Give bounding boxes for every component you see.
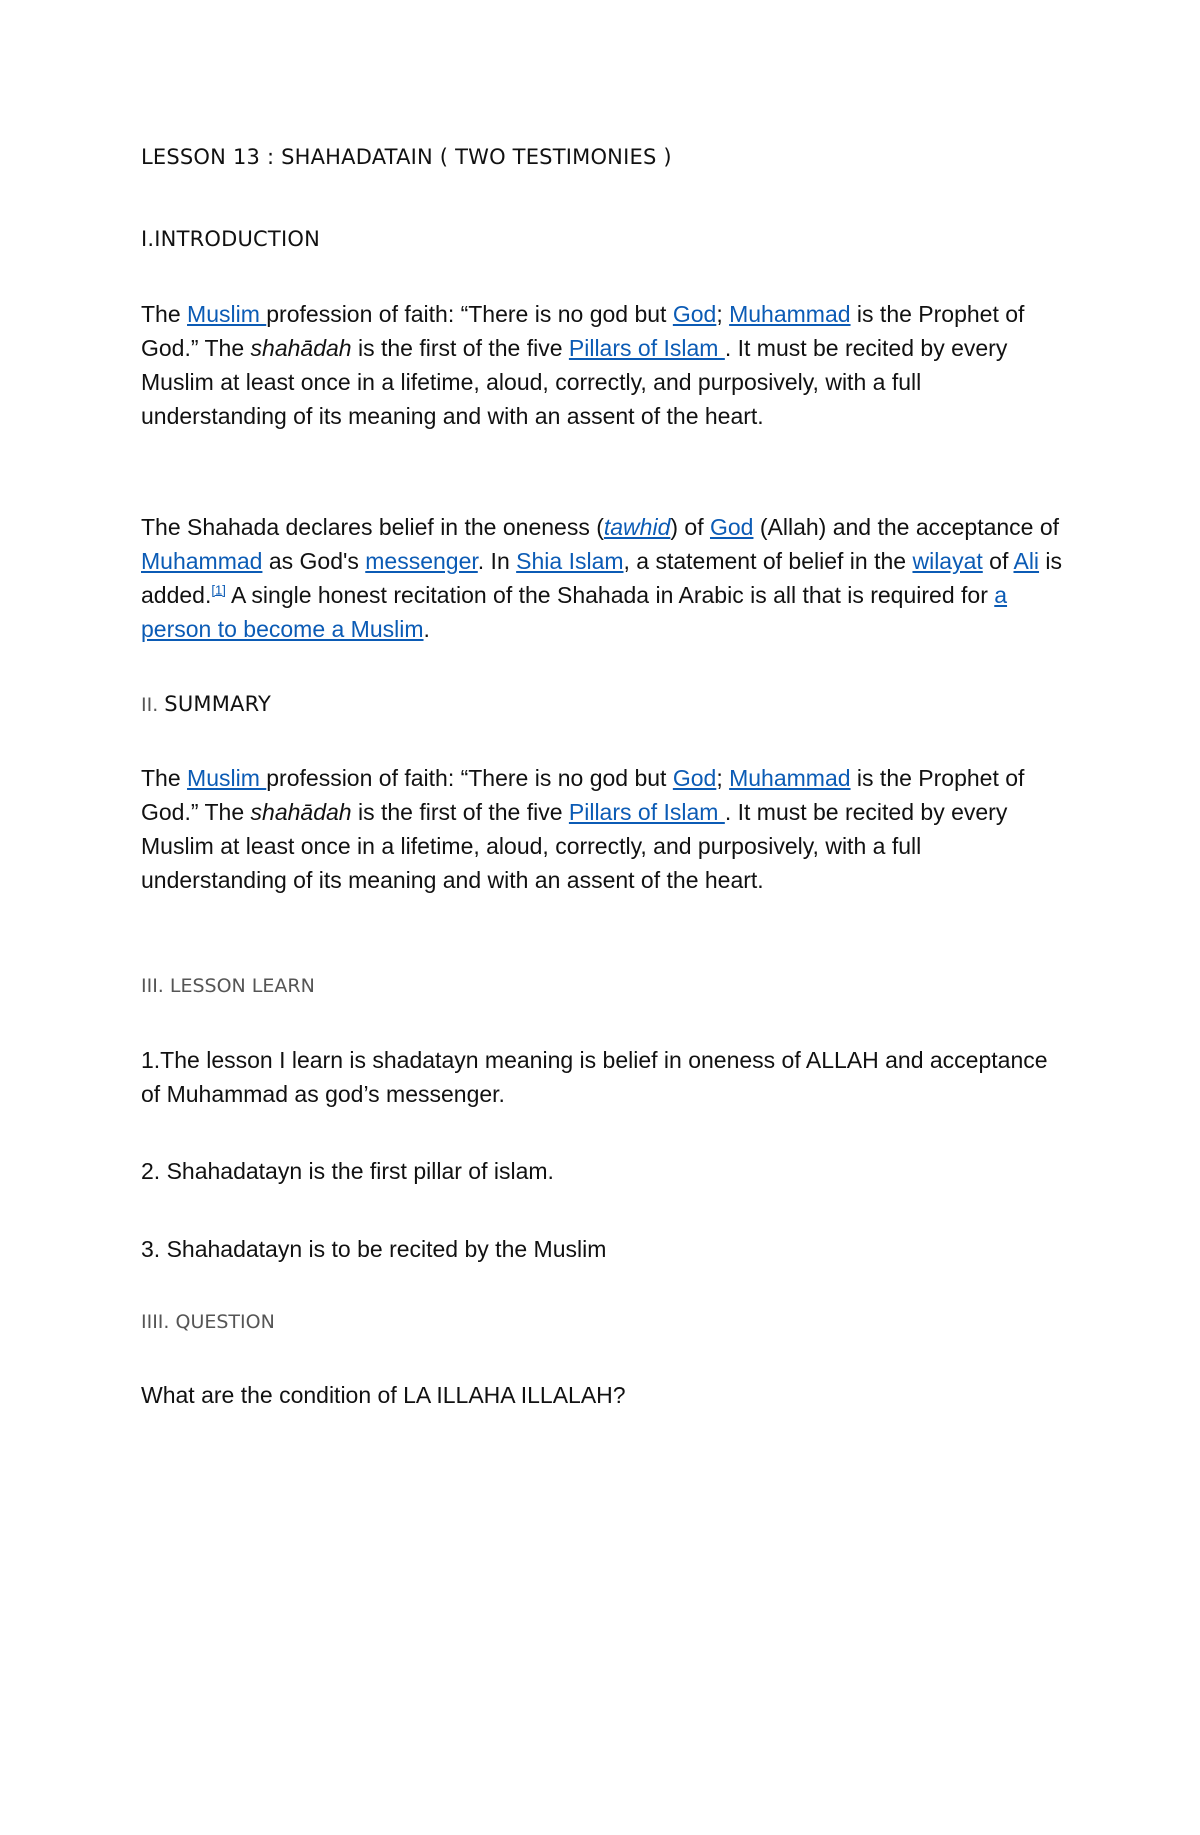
link-god[interactable]: God (672, 301, 717, 327)
introduction-paragraph (141, 297, 1071, 433)
link-pillars-of-islam[interactable]: Pillars of Islam (568, 335, 725, 361)
lesson-learn-heading: III. LESSON LEARN (141, 975, 315, 997)
shahadah-term: shahādah (250, 799, 352, 825)
link-wilayat[interactable]: wilayat (912, 548, 983, 574)
link-ali[interactable]: Ali (1013, 548, 1040, 574)
text-run: ) of (670, 514, 710, 540)
footnote-link[interactable]: [1] (211, 582, 226, 598)
lesson-item-3: 3. Shahadatayn is to be recited by the Muslim (141, 1236, 607, 1262)
link-text: tawhid (603, 514, 671, 540)
link-muhammad[interactable]: Muhammad (729, 301, 851, 327)
text-run: . (423, 616, 430, 642)
text-run: , a statement of belief in the (623, 548, 913, 574)
text-run: is added. (141, 548, 1063, 608)
text-run: (Allah) and the acceptance of (753, 514, 1060, 540)
text-run: The Shahada declares belief in the oneness ( (141, 514, 604, 540)
link-god[interactable]: God (709, 514, 754, 540)
text-run: ; (716, 301, 730, 327)
text-run: is the Prophet of God.” The (141, 765, 1025, 825)
link-muslim[interactable]: Muslim (187, 765, 267, 791)
link-tawhid[interactable] (604, 514, 670, 540)
text-run: is the first of the five (351, 799, 569, 825)
link-shia-islam[interactable]: Shia Islam (516, 548, 624, 574)
text-run: is the Prophet of God.” The (141, 301, 1025, 361)
link-muslim[interactable]: Muslim (187, 301, 267, 327)
declaration-paragraph (141, 510, 1071, 646)
text-run: . It must be recited by every Muslim at least once in a lifetime, aloud, correctly, and purposively, with a full understanding of its meaning and with an assent of the heart. (141, 335, 1008, 429)
footnote-ref[interactable] (211, 582, 225, 597)
text-run: A single honest recitation of the Shahada in Arabic is all that is required for (225, 582, 995, 608)
shahadah-term: shahādah (250, 335, 352, 361)
text-run: . It must be recited by every Muslim at least once in a lifetime, aloud, correctly, and purposively, with a full understanding of its meaning and with an assent of the heart. (141, 799, 1008, 893)
link-muhammad[interactable]: Muhammad (141, 548, 263, 574)
document-title: LESSON 13 : SHAHADATAIN ( TWO TESTIMONIES ) (141, 145, 672, 169)
summary-paragraph (141, 761, 1071, 897)
question-text: What are the condition of LA ILLAHA ILLALAH? (141, 1382, 626, 1408)
summary-label: SUMMARY (164, 692, 272, 716)
text-run: is the first of the five (351, 335, 569, 361)
introduction-heading: I.INTRODUCTION (141, 227, 320, 251)
link-god[interactable]: God (672, 765, 717, 791)
question-heading: IIII. QUESTION (141, 1311, 275, 1333)
text-run: The (141, 765, 188, 791)
text-run: as God's (262, 548, 366, 574)
link-muhammad[interactable]: Muhammad (729, 765, 851, 791)
text-run: The (141, 301, 188, 327)
text-run: ; (716, 765, 730, 791)
link-messenger[interactable]: messenger (365, 548, 478, 574)
lesson-item-1: 1.The lesson I learn is shadatayn meaning is belief in oneness of ALLAH and acceptance of Muhammad as god’s messenger. (141, 1047, 1048, 1107)
link-become-muslim[interactable]: a person to become a Muslim (141, 582, 1008, 642)
text-run: of (982, 548, 1014, 574)
text-run: profession of faith: “There is no god but (266, 765, 673, 791)
summary-numeral: II. (141, 694, 165, 716)
lesson-item-2: 2. Shahadatayn is the first pillar of islam. (141, 1158, 554, 1184)
link-pillars-of-islam[interactable]: Pillars of Islam (568, 799, 725, 825)
text-run: . In (477, 548, 517, 574)
summary-heading (141, 686, 1071, 722)
text-run: profession of faith: “There is no god but (266, 301, 673, 327)
